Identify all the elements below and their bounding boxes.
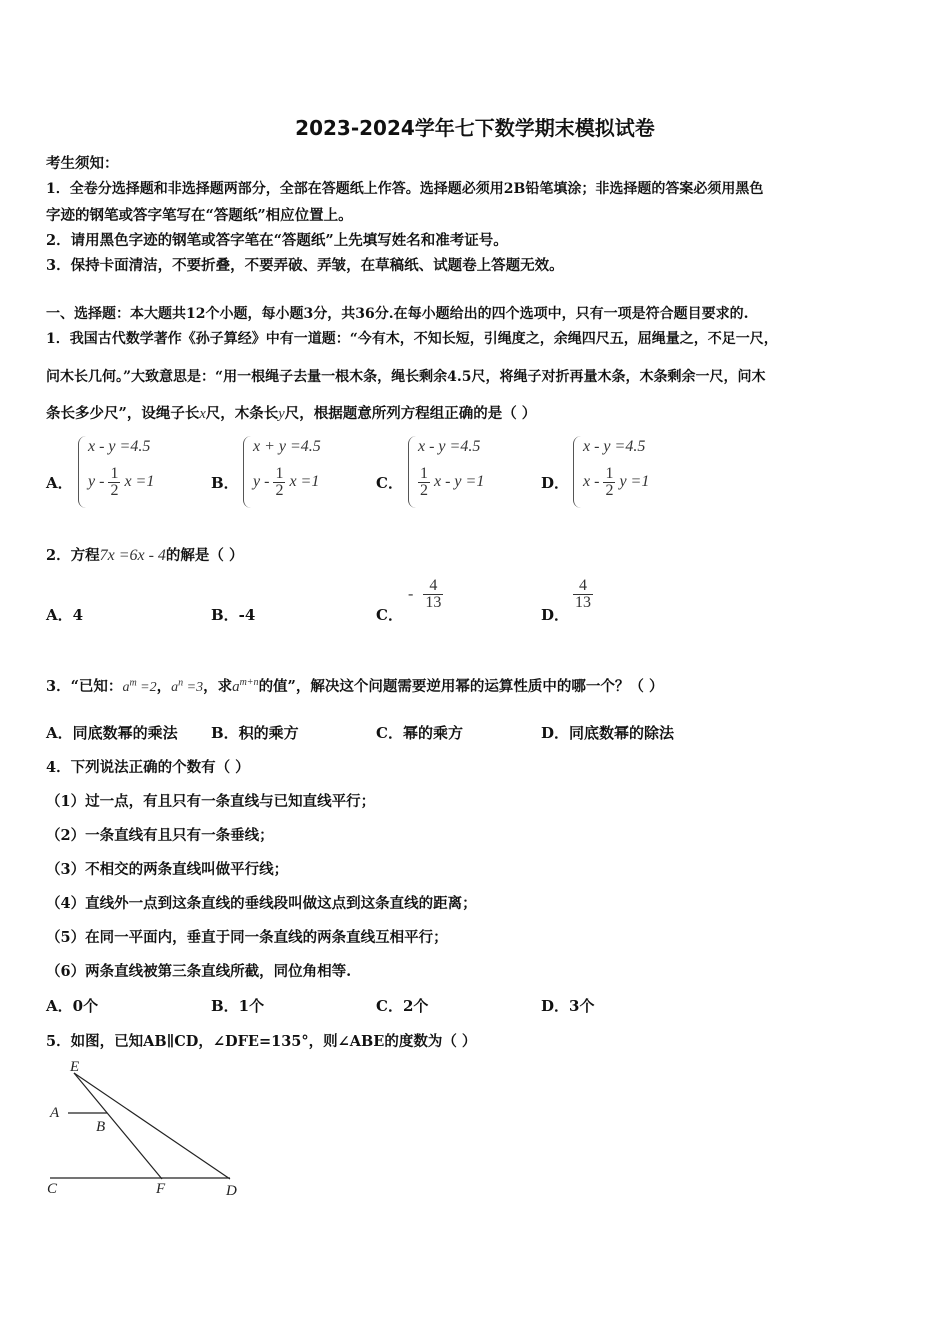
label-c: C xyxy=(47,1181,58,1197)
q2-suffix: 的解是（ ） xyxy=(165,547,244,564)
eq-2: y - $\frac{1}{2}$ x =1 xyxy=(88,465,155,499)
q2-stem xyxy=(46,544,243,565)
eq-2: y - $\frac{1}{2}$ x =1 xyxy=(253,465,320,499)
notice-item-1: 1．全卷分选择题和非选择题两部分，全部在答题纸上作答。选择题必须用2B铅笔填涂；非选择题的答案必须用黑色 xyxy=(46,181,764,197)
brace xyxy=(78,436,87,508)
eq-2: $\frac{1}{2}$ x - y =1 xyxy=(420,465,485,499)
q1-line-3c: 尺，根据题意所列方程组正确的是（ ） xyxy=(284,405,537,422)
q3-stem: 3．“已知：$a^m =2$，$a^n =3$，求$a^{m+n}$的值”，解决这个问题需要逆用幂的运算性质中的哪一个？（ ） xyxy=(46,677,664,695)
var-y: y xyxy=(278,406,285,422)
q4-statement-5: （5）在同一平面内，垂直于同一条直线的两条直线互相平行； xyxy=(46,929,448,946)
label-f: F xyxy=(156,1181,166,1197)
q1-line-1: 1．我国古代数学著作《孙子算经》中有一道题：“今有木，不知长短，引绳度之，余绳四尺五，屈绳量之，不足一尺， xyxy=(46,331,778,347)
q1-option-a-label: A． xyxy=(46,474,73,492)
eq-1: x - y =4.5 xyxy=(583,438,646,455)
label-b: B xyxy=(96,1119,106,1135)
notice-item-1-cont: 字迹的钢笔或答字笔写在“答题纸”相应位置上。 xyxy=(46,207,353,224)
q4-statement-3: （3）不相交的两条直线叫做平行线； xyxy=(46,861,289,878)
q4-statement-2: （2）一条直线有且只有一条垂线； xyxy=(46,827,274,844)
page-title: 2023-2024学年七下数学期末模拟试卷 xyxy=(295,116,655,140)
q4-option-d: D．3个 xyxy=(541,997,595,1015)
q1-line-3b: 尺，木条长 xyxy=(205,405,279,422)
q1-line-3a: 条长多少尺”，设绳子长 xyxy=(46,405,200,422)
brace xyxy=(573,436,582,508)
notice-item-3: 3．保持卡面清洁，不要折叠，不要弄破、弄皱，在草稿纸、试题卷上答题无效。 xyxy=(46,257,564,274)
eq-2: x - $\frac{1}{2}$ y =1 xyxy=(583,465,650,499)
q3-option-a: A．同底数幂的乘法 xyxy=(46,724,178,742)
q4-statement-4: （4）直线外一点到这条直线的垂线段叫做这点到这条直线的距离； xyxy=(46,895,477,912)
segment-ef xyxy=(74,1073,162,1179)
notice-item-2: 2．请用黑色字迹的钢笔或答字笔在“答题纸”上先填写姓名和准考证号。 xyxy=(46,232,508,249)
brace xyxy=(408,436,417,508)
q4-statement-6: （6）两条直线被第三条直线所截，同位角相等. xyxy=(46,963,352,980)
q2-option-c-label: C． xyxy=(376,606,403,624)
section-heading: 一、选择题：本大题共12个小题，每小题3分，共36分.在每小题给出的四个选项中，只有一项是符合题目要求的. xyxy=(46,306,749,322)
q1-option-b-label: B． xyxy=(211,474,239,492)
q3-option-b: B．积的乘方 xyxy=(211,724,299,742)
q4-statement-1: （1）过一点，有且只有一条直线与已知直线平行； xyxy=(46,793,376,810)
var-x: x xyxy=(199,406,206,422)
q4-option-b: B．1个 xyxy=(211,997,265,1015)
label-a: A xyxy=(50,1105,60,1121)
q1-line-3 xyxy=(46,402,536,423)
q4-stem: 4．下列说法正确的个数有（ ） xyxy=(46,759,250,776)
q4-option-c: C．2个 xyxy=(376,997,429,1015)
q3-option-c: C．幂的乘方 xyxy=(376,724,463,742)
q2-option-a: A．4 xyxy=(46,606,84,624)
q2-option-d-label: D． xyxy=(541,606,570,624)
q2-equation: 7x =6x - 4 xyxy=(99,547,166,564)
eq-1: x - y =4.5 xyxy=(88,438,151,455)
brace xyxy=(243,436,252,508)
q1-option-d-label: D． xyxy=(541,474,570,492)
q5-stem: 5．如图，已知AB∥CD，∠DFE=135°，则∠ABE的度数为（ ） xyxy=(46,1033,477,1050)
q2-option-d-value: $\frac{4}{13}$ xyxy=(575,577,591,611)
q4-option-a: A．0个 xyxy=(46,997,99,1015)
eq-1: x + y =4.5 xyxy=(253,438,321,455)
q1-line-2: 问木长几何。”大致意思是：“用一根绳子去量一根木条，绳长剩余4.5尺，将绳子对折再量木条，木条剩余一尺，问木 xyxy=(46,369,766,385)
notice-heading: 考生须知： xyxy=(46,155,119,172)
q1-option-c-label: C． xyxy=(376,474,403,492)
q2-option-c-value: - $\frac{4}{13}$ xyxy=(408,577,442,611)
q5-figure xyxy=(40,1055,260,1205)
q2-option-b: B．-4 xyxy=(211,606,256,624)
q3-option-d: D．同底数幂的除法 xyxy=(541,724,675,742)
label-e: E xyxy=(70,1059,80,1075)
eq-1: x - y =4.5 xyxy=(418,438,481,455)
label-d: D xyxy=(226,1183,237,1199)
q2-prefix: 2．方程 xyxy=(46,547,100,564)
